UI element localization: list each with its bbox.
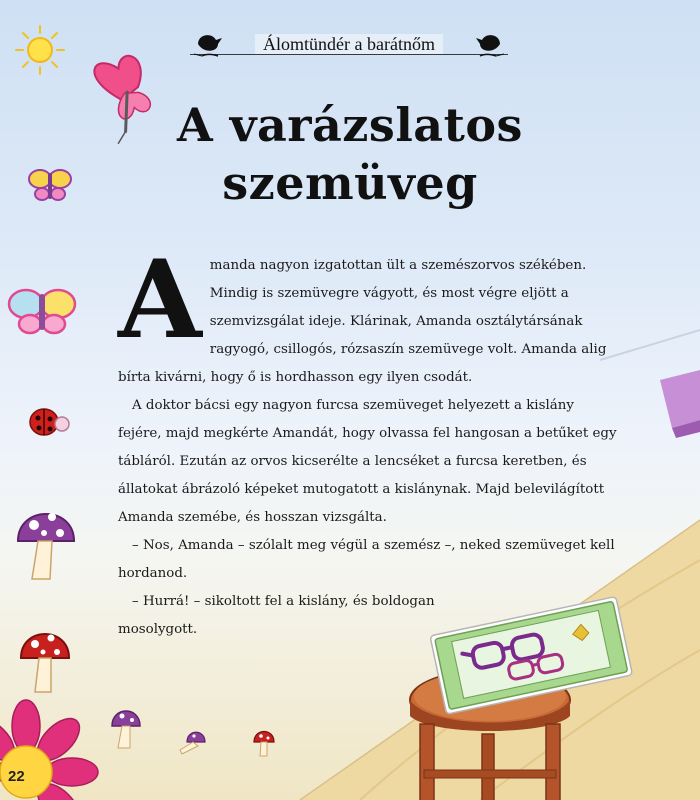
- paragraph-2: A doktor bácsi egy nagyon furcsa szemüveget helyezett a kislány fejére, majd megkérte Amandát, hogy olvassa fel hangosan a betűket egy tábláról. Ezután az orvos kicserélte a lencséket a furcsa keretben, és állatokat ábrázoló képeket mutogatott a kislánynak. Majd belevilágított Amanda szemébe, és hosszan vizsgálta.: [118, 398, 617, 525]
- mushroom-icon-purple: [18, 513, 74, 579]
- butterfly-icon-small: [29, 170, 71, 200]
- paragraph-4: – Hurrá! – sikoltott fel a kislány, és boldogan mosolygott.: [118, 594, 435, 637]
- story-title-line-2: szemüveg: [222, 156, 478, 210]
- paragraph-1: manda nagyon izgatottan ült a szemészorvos székében. Mindig is szemüvegre vágyott, és most végre eljött a szemvizsgálat ideje. Klárinak, Amanda osztálytársának ragyogó, csillogós, rózsaszín szemüvege volt. Amanda alig bírta kivárni, hogy ő is hordhasson egy ilyen csodát.: [118, 258, 607, 385]
- mushroom-icon-red: [21, 634, 69, 692]
- series-title: [190, 34, 508, 55]
- butterfly-icon-large: [84, 49, 166, 144]
- story-title: [160, 96, 540, 212]
- mushroom-icon-small-purple: [112, 711, 140, 748]
- series-title-text: Álomtündér a barátnőm: [255, 34, 443, 54]
- shelf: [660, 370, 700, 428]
- story-text: [118, 237, 618, 644]
- butterfly-icon-medium: [9, 290, 75, 333]
- series-header: [190, 24, 508, 70]
- sun-icon: [16, 26, 64, 74]
- bird-icon: [470, 26, 506, 62]
- mushroom-icon-tiny-purple: [180, 732, 205, 754]
- drop-cap: A: [118, 237, 202, 363]
- flower-icon: [0, 700, 98, 800]
- paragraph-3: – Nos, Amanda – szólalt meg végül a szemész –, neked szemüveget kell hordanod.: [118, 538, 615, 581]
- story-title-line-1: A varázslatos: [177, 98, 523, 152]
- page-number: 22: [8, 768, 25, 785]
- mushroom-icon-tiny-red: [254, 732, 274, 757]
- ladybug-icon: [30, 409, 69, 435]
